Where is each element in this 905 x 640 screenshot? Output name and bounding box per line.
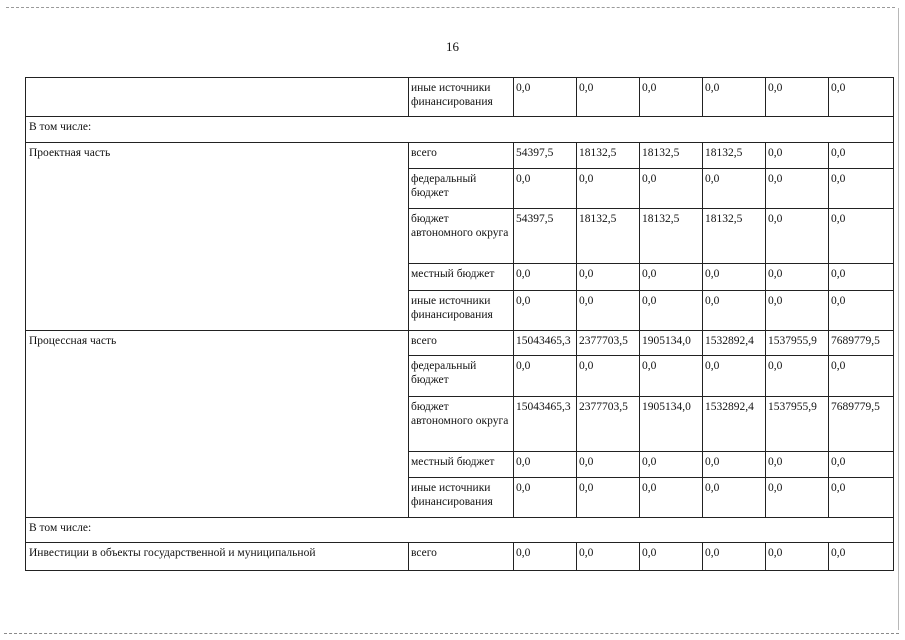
value-cell: 0,0 [766,78,829,117]
table-row [26,143,894,169]
value-cell: 0,0 [829,543,894,571]
value-cell: 0,0 [514,356,577,397]
table-row [26,331,894,356]
scan-edge-bottom [4,633,899,634]
source-cell: иные источники финансирования [409,78,514,117]
source-cell: всего [409,543,514,571]
value-cell: 18132,5 [640,209,703,264]
value-cell: 0,0 [514,452,577,478]
value-cell: 2377703,5 [577,331,640,356]
value-cell: 0,0 [577,543,640,571]
value-cell: 0,0 [640,264,703,291]
value-cell: 0,0 [640,169,703,209]
value-cell: 0,0 [577,356,640,397]
scan-edge-right [898,8,899,630]
scan-edge-top [6,7,895,8]
value-cell: 18132,5 [577,209,640,264]
table-row [26,78,894,117]
section-row [26,518,894,543]
table-row [26,543,894,571]
value-cell: 0,0 [577,264,640,291]
value-cell: 0,0 [766,478,829,518]
value-cell: 0,0 [640,78,703,117]
row-name-cell [26,78,409,117]
value-cell: 0,0 [766,143,829,169]
value-cell: 0,0 [766,169,829,209]
value-cell: 54397,5 [514,143,577,169]
section-label: В том числе: [26,518,894,543]
value-cell: 1532892,4 [703,331,766,356]
value-cell: 0,0 [640,356,703,397]
value-cell: 15043465,3 [514,331,577,356]
source-cell: бюджет автономного округа [409,397,514,452]
value-cell: 0,0 [829,78,894,117]
value-cell: 0,0 [640,291,703,331]
value-cell: 0,0 [577,452,640,478]
value-cell: 0,0 [514,543,577,571]
value-cell: 0,0 [703,78,766,117]
value-cell: 0,0 [766,356,829,397]
value-cell: 54397,5 [514,209,577,264]
value-cell: 0,0 [766,264,829,291]
value-cell: 0,0 [703,264,766,291]
value-cell: 15043465,3 [514,397,577,452]
value-cell: 0,0 [514,478,577,518]
value-cell: 18132,5 [640,143,703,169]
value-cell: 2377703,5 [577,397,640,452]
section-row [26,117,894,143]
source-cell: всего [409,143,514,169]
value-cell: 0,0 [514,78,577,117]
value-cell: 0,0 [829,291,894,331]
value-cell: 0,0 [766,543,829,571]
value-cell: 0,0 [640,452,703,478]
value-cell: 0,0 [829,264,894,291]
row-name-cell: Инвестиции в объекты государственной и муниципальной [26,543,409,571]
value-cell: 0,0 [577,291,640,331]
source-cell: иные источники финансирования [409,291,514,331]
value-cell: 0,0 [829,143,894,169]
source-cell: местный бюджет [409,452,514,478]
value-cell: 0,0 [640,543,703,571]
value-cell: 0,0 [766,209,829,264]
value-cell: 0,0 [703,478,766,518]
value-cell: 0,0 [514,169,577,209]
value-cell: 0,0 [766,291,829,331]
source-cell: местный бюджет [409,264,514,291]
row-name-cell: Проектная часть [26,143,409,331]
value-cell: 0,0 [829,356,894,397]
value-cell: 0,0 [514,264,577,291]
row-name-cell: Процессная часть [26,331,409,518]
value-cell: 0,0 [703,356,766,397]
page-number: 16 [446,39,459,54]
value-cell: 18132,5 [703,209,766,264]
value-cell: 1905134,0 [640,331,703,356]
source-cell: федеральный бюджет [409,356,514,397]
value-cell: 0,0 [703,452,766,478]
value-cell: 0,0 [766,452,829,478]
value-cell: 18132,5 [703,143,766,169]
value-cell: 0,0 [829,169,894,209]
value-cell: 0,0 [703,169,766,209]
value-cell: 0,0 [514,291,577,331]
source-cell: всего [409,331,514,356]
value-cell: 0,0 [829,209,894,264]
value-cell: 0,0 [829,452,894,478]
source-cell: бюджет автономного округа [409,209,514,264]
source-cell: федеральный бюджет [409,169,514,209]
value-cell: 0,0 [829,478,894,518]
value-cell: 0,0 [703,291,766,331]
source-cell: иные источники финансирования [409,478,514,518]
value-cell: 1905134,0 [640,397,703,452]
value-cell: 18132,5 [577,143,640,169]
financing-table [25,77,894,571]
value-cell: 1537955,9 [766,331,829,356]
value-cell: 7689779,5 [829,331,894,356]
value-cell: 7689779,5 [829,397,894,452]
value-cell: 0,0 [640,478,703,518]
value-cell: 1532892,4 [703,397,766,452]
value-cell: 0,0 [577,78,640,117]
section-label: В том числе: [26,117,894,143]
value-cell: 0,0 [577,478,640,518]
value-cell: 0,0 [703,543,766,571]
value-cell: 0,0 [577,169,640,209]
value-cell: 1537955,9 [766,397,829,452]
